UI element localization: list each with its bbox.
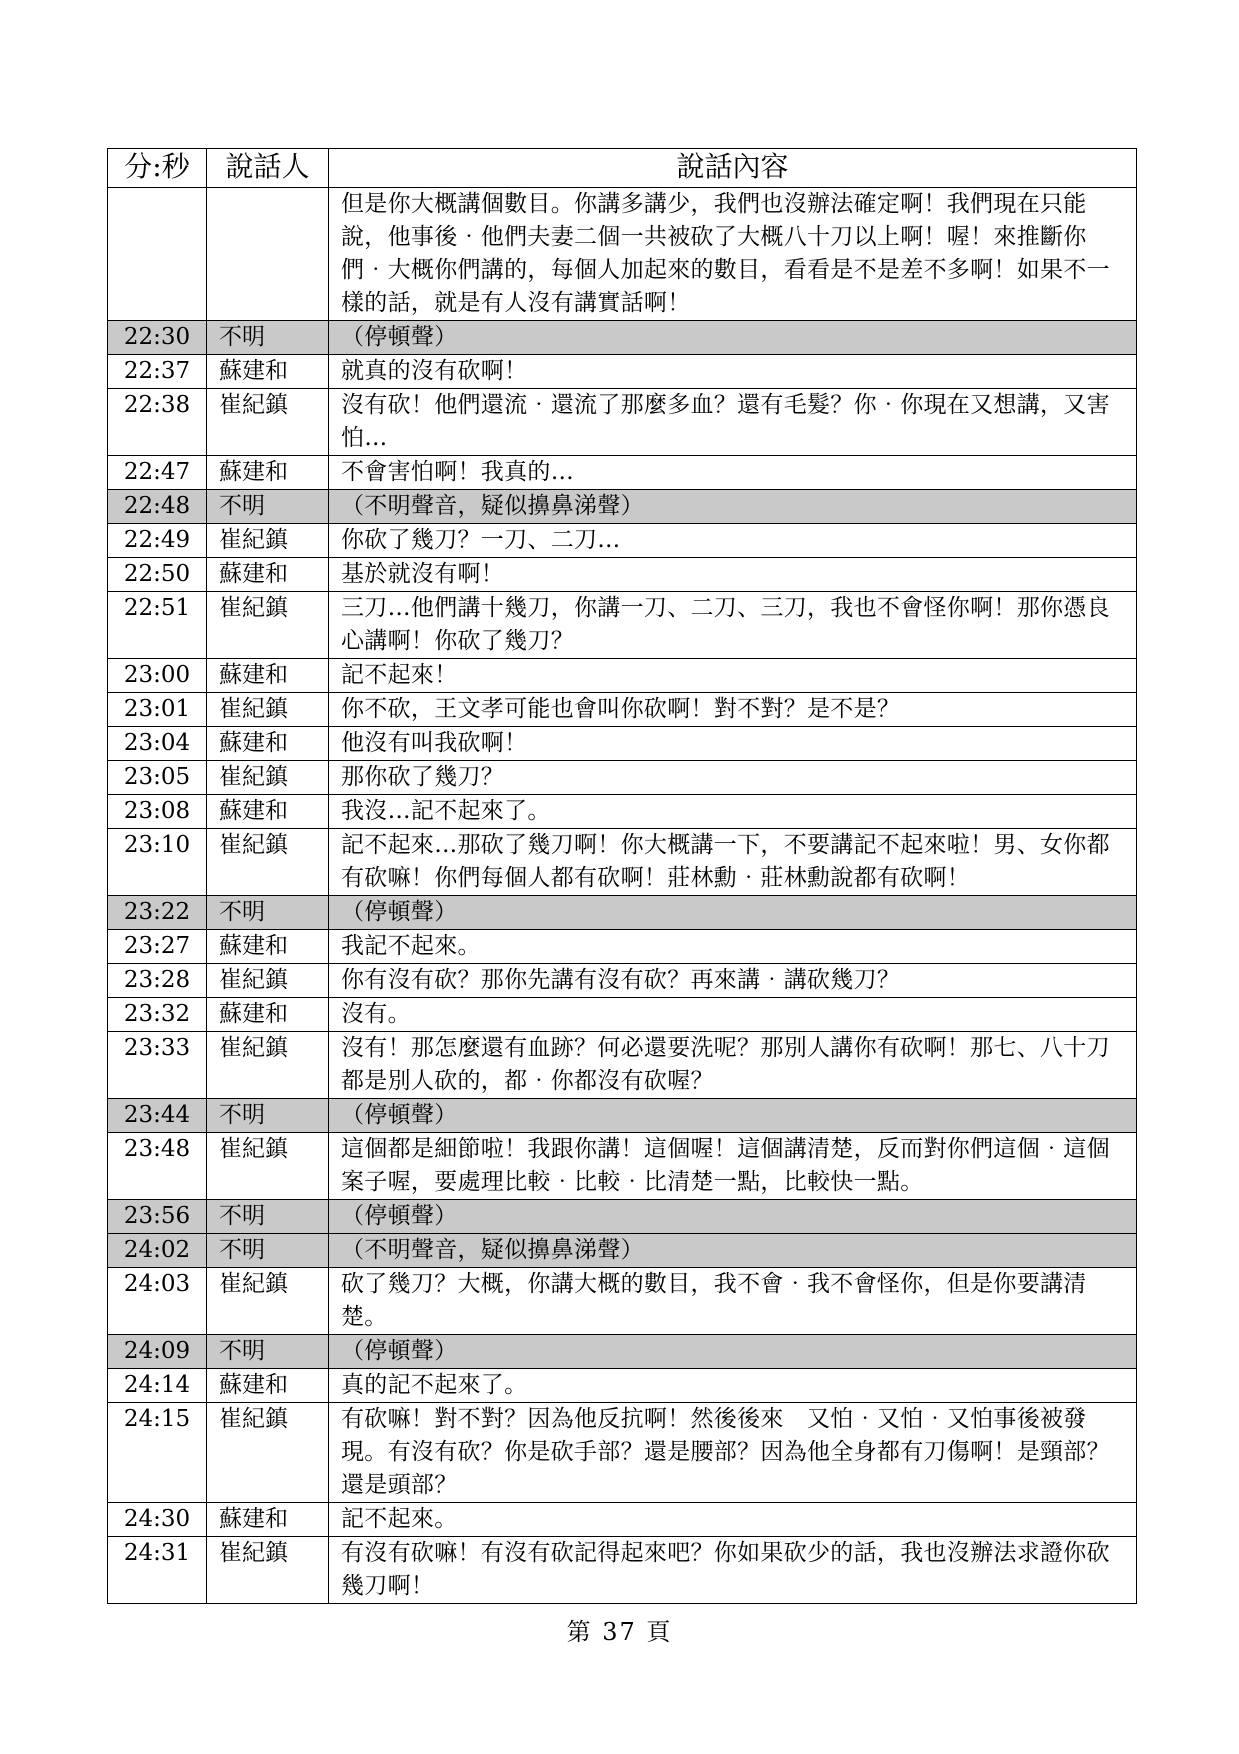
- speaker-cell: 不明: [207, 1099, 329, 1133]
- content-cell: 記不起來…那砍了幾刀啊！你大概講一下，不要講記不起來啦！男、女你都有砍嘛！你們每個人都有砍啊！莊林勳‧莊林勳說都有砍啊！: [329, 829, 1137, 896]
- speaker-cell: 蘇建和: [207, 1369, 329, 1403]
- time-cell: 23:27: [108, 930, 207, 964]
- speaker-cell: 崔紀鎮: [207, 592, 329, 659]
- content-cell: 那你砍了幾刀？: [329, 761, 1137, 795]
- speaker-cell: 崔紀鎮: [207, 1268, 329, 1335]
- time-cell: 23:56: [108, 1200, 207, 1234]
- time-cell: 24:09: [108, 1335, 207, 1369]
- content-cell: 有沒有砍嘛！有沒有砍記得起來吧？你如果砍少的話，我也沒辦法求證你砍幾刀啊！: [329, 1537, 1137, 1604]
- content-cell: 沒有！那怎麼還有血跡？何必還要洗呢？那別人講你有砍啊！那七、八十刀都是別人砍的，都‧你都沒有砍喔？: [329, 1032, 1137, 1099]
- table-row-pause: [108, 490, 1137, 524]
- table-row-pause: [108, 1234, 1137, 1268]
- time-cell: 23:05: [108, 761, 207, 795]
- table-row: [108, 795, 1137, 829]
- speaker-cell: 蘇建和: [207, 727, 329, 761]
- content-cell: 記不起來。: [329, 1503, 1137, 1537]
- speaker-cell: 崔紀鎮: [207, 964, 329, 998]
- time-cell: 23:08: [108, 795, 207, 829]
- table-row: [108, 829, 1137, 896]
- speaker-cell: 不明: [207, 896, 329, 930]
- content-cell: （不明聲音，疑似擤鼻涕聲）: [329, 1234, 1137, 1268]
- time-cell: 24:02: [108, 1234, 207, 1268]
- speaker-cell: 蘇建和: [207, 998, 329, 1032]
- speaker-cell: 不明: [207, 1200, 329, 1234]
- table-row: [108, 693, 1137, 727]
- time-cell: 22:38: [108, 389, 207, 456]
- page-number: 第 37 頁: [566, 1618, 673, 1646]
- table-row: [108, 1369, 1137, 1403]
- content-cell: 你砍了幾刀？一刀、二刀…: [329, 524, 1137, 558]
- table-row: [108, 188, 1137, 321]
- header-time: 分:秒: [108, 149, 207, 188]
- table-row: [108, 524, 1137, 558]
- content-cell: 不會害怕啊！我真的…: [329, 456, 1137, 490]
- time-cell: 24:14: [108, 1369, 207, 1403]
- header-content: 說話內容: [329, 149, 1137, 188]
- speaker-cell: 不明: [207, 1335, 329, 1369]
- table-row: [108, 456, 1137, 490]
- time-cell: 22:50: [108, 558, 207, 592]
- content-cell: 真的記不起來了。: [329, 1369, 1137, 1403]
- time-cell: 24:31: [108, 1537, 207, 1604]
- transcript-table: [107, 148, 1137, 1604]
- speaker-cell: 崔紀鎮: [207, 389, 329, 456]
- content-cell: 沒有砍！他們還流‧還流了那麼多血？還有毛髮？你‧你現在又想講，又害怕…: [329, 389, 1137, 456]
- content-cell: 你不砍，王文孝可能也會叫你砍啊！對不對？是不是？: [329, 693, 1137, 727]
- speaker-cell: 蘇建和: [207, 558, 329, 592]
- speaker-cell: 不明: [207, 490, 329, 524]
- speaker-cell: 蘇建和: [207, 355, 329, 389]
- speaker-cell: 崔紀鎮: [207, 761, 329, 795]
- time-cell: 23:32: [108, 998, 207, 1032]
- time-cell: 22:48: [108, 490, 207, 524]
- content-cell: 但是你大概講個數目。你講多講少，我們也沒辦法確定啊！我們現在只能說，他事後‧他們夫妻二個一共被砍了大概八十刀以上啊！喔！來推斷你們‧大概你們講的，每個人加起來的數目，看看是不是差不多啊！如果不一樣的話，就是有人沒有講實話啊！: [329, 188, 1137, 321]
- time-cell: 23:00: [108, 659, 207, 693]
- time-cell: 23:48: [108, 1133, 207, 1200]
- content-cell: 你有沒有砍？那你先講有沒有砍？再來講‧講砍幾刀？: [329, 964, 1137, 998]
- table-row: [108, 1537, 1137, 1604]
- speaker-cell: 蘇建和: [207, 1503, 329, 1537]
- content-cell: （停頓聲）: [329, 321, 1137, 355]
- table-row-pause: [108, 1099, 1137, 1133]
- table-row: [108, 1032, 1137, 1099]
- time-cell: 23:10: [108, 829, 207, 896]
- table-row: [108, 1268, 1137, 1335]
- content-cell: 記不起來！: [329, 659, 1137, 693]
- content-cell: （停頓聲）: [329, 1099, 1137, 1133]
- table-row: [108, 1503, 1137, 1537]
- content-cell: 他沒有叫我砍啊！: [329, 727, 1137, 761]
- table-row: [108, 592, 1137, 659]
- content-cell: 有砍嘛！對不對？因為他反抗啊！然後後來 又怕‧又怕‧又怕事後被發現。有沒有砍？你是砍手部？還是腰部？因為他全身都有刀傷啊！是頸部？還是頭部？: [329, 1403, 1137, 1503]
- content-cell: （停頓聲）: [329, 1200, 1137, 1234]
- table-row: [108, 558, 1137, 592]
- table-row: [108, 1403, 1137, 1503]
- time-cell: 23:44: [108, 1099, 207, 1133]
- table-row: [108, 998, 1137, 1032]
- content-cell: 我沒…記不起來了。: [329, 795, 1137, 829]
- time-cell: 22:51: [108, 592, 207, 659]
- content-cell: 就真的沒有砍啊！: [329, 355, 1137, 389]
- time-cell: 22:30: [108, 321, 207, 355]
- speaker-cell: 崔紀鎮: [207, 693, 329, 727]
- speaker-cell: 蘇建和: [207, 930, 329, 964]
- table-row: [108, 659, 1137, 693]
- table-row: [108, 727, 1137, 761]
- content-cell: 三刀…他們講十幾刀，你講一刀、二刀、三刀，我也不會怪你啊！那你憑良心講啊！你砍了幾刀？: [329, 592, 1137, 659]
- speaker-cell: 崔紀鎮: [207, 524, 329, 558]
- content-cell: 砍了幾刀？大概，你講大概的數目，我不會‧我不會怪你，但是你要講清楚。: [329, 1268, 1137, 1335]
- content-cell: 沒有。: [329, 998, 1137, 1032]
- speaker-cell: 崔紀鎮: [207, 1032, 329, 1099]
- table-row: [108, 930, 1137, 964]
- time-cell: 23:01: [108, 693, 207, 727]
- content-cell: （停頓聲）: [329, 1335, 1137, 1369]
- table-row: [108, 389, 1137, 456]
- table-row-pause: [108, 1335, 1137, 1369]
- time-cell: 23:22: [108, 896, 207, 930]
- content-cell: 基於就沒有啊！: [329, 558, 1137, 592]
- speaker-cell: [207, 188, 329, 321]
- table-row: [108, 1133, 1137, 1200]
- table-row: [108, 761, 1137, 795]
- speaker-cell: 崔紀鎮: [207, 1403, 329, 1503]
- speaker-cell: 不明: [207, 321, 329, 355]
- time-cell: 23:33: [108, 1032, 207, 1099]
- table-row: [108, 355, 1137, 389]
- time-cell: 22:49: [108, 524, 207, 558]
- time-cell: 24:30: [108, 1503, 207, 1537]
- speaker-cell: 崔紀鎮: [207, 1537, 329, 1604]
- header-row: [108, 149, 1137, 188]
- time-cell: 23:28: [108, 964, 207, 998]
- content-cell: 這個都是細節啦！我跟你講！這個喔！這個講清楚，反而對你們這個‧這個案子喔，要處理比較‧比較‧比清楚一點，比較快一點。: [329, 1133, 1137, 1200]
- table-row-pause: [108, 1200, 1137, 1234]
- time-cell: 24:03: [108, 1268, 207, 1335]
- speaker-cell: 崔紀鎮: [207, 1133, 329, 1200]
- speaker-cell: 蘇建和: [207, 659, 329, 693]
- table-row-pause: [108, 321, 1137, 355]
- content-cell: （停頓聲）: [329, 896, 1137, 930]
- speaker-cell: 崔紀鎮: [207, 829, 329, 896]
- header-speaker: 說話人: [207, 149, 329, 188]
- time-cell: 23:04: [108, 727, 207, 761]
- time-cell: 22:47: [108, 456, 207, 490]
- speaker-cell: 蘇建和: [207, 795, 329, 829]
- time-cell: [108, 188, 207, 321]
- speaker-cell: 不明: [207, 1234, 329, 1268]
- speaker-cell: 蘇建和: [207, 456, 329, 490]
- time-cell: 24:15: [108, 1403, 207, 1503]
- table-row: [108, 964, 1137, 998]
- table-row-pause: [108, 896, 1137, 930]
- content-cell: （不明聲音，疑似擤鼻涕聲）: [329, 490, 1137, 524]
- time-cell: 22:37: [108, 355, 207, 389]
- content-cell: 我記不起來。: [329, 930, 1137, 964]
